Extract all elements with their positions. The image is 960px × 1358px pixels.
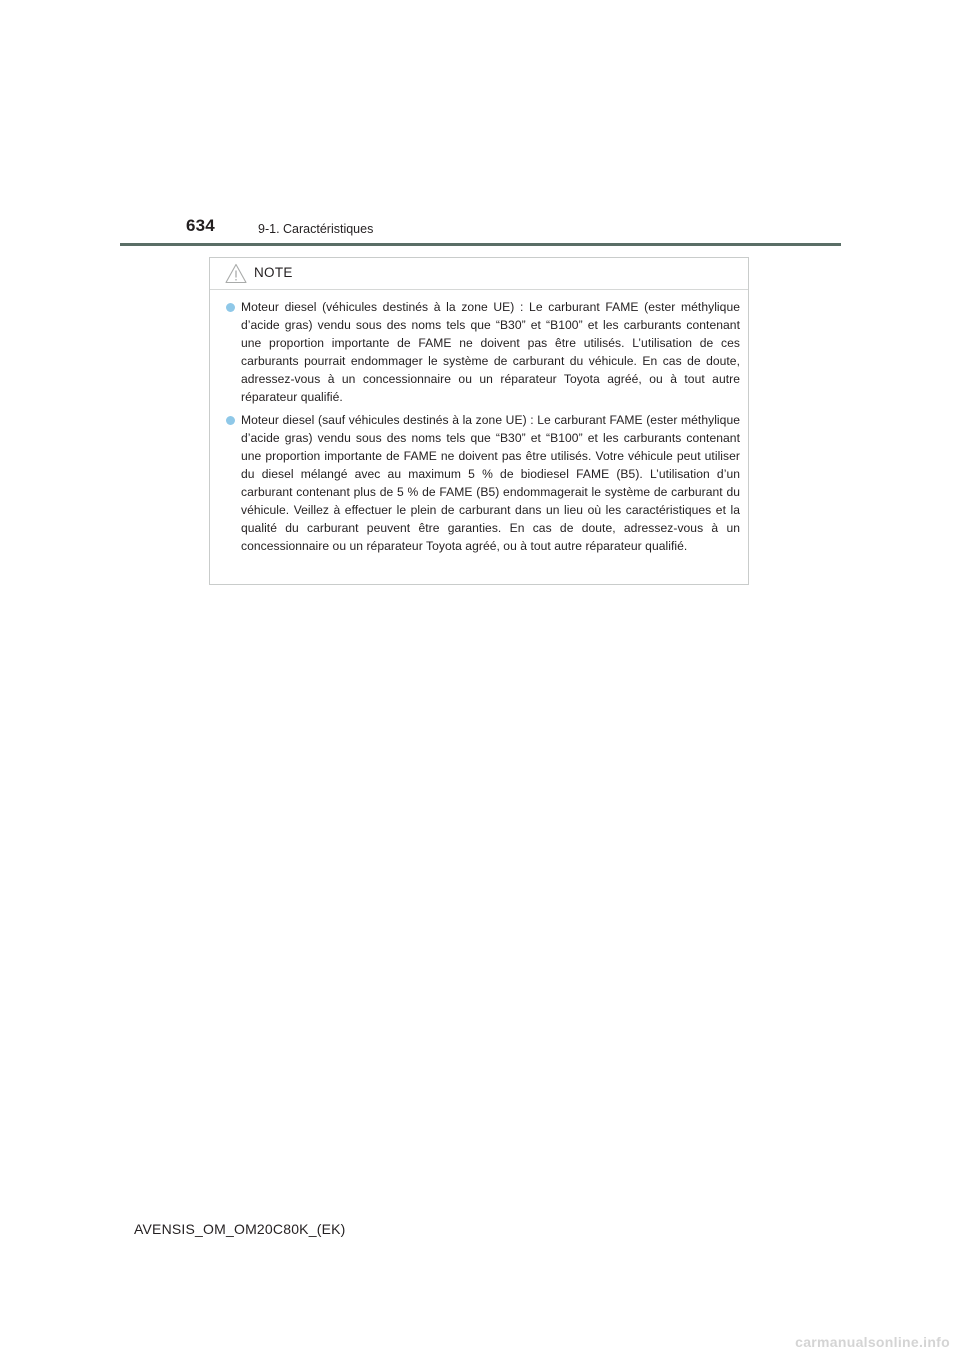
note-box — [209, 257, 749, 585]
section-title: 9-1. Caractéristiques — [258, 222, 374, 236]
note-list — [225, 298, 740, 559]
note-header — [225, 261, 293, 285]
header-divider — [120, 243, 841, 246]
note-item — [225, 411, 740, 556]
note-divider — [210, 289, 748, 290]
bullet-dot-icon — [226, 416, 235, 425]
watermark: carmanualsonline.info — [795, 1334, 950, 1350]
note-item-text: Moteur diesel (sauf véhicules destinés à la zone UE) : Le carburant FAME (ester méthylique d’acide gras) vendu sous des noms tels que “B30” et “B100” et les carburants contenant une proportion importante de FAME ne doivent pas être utilisés. Votre véhicule peut utiliser du diesel mélangé avec au maximum 5 % de biodiesel FAME (B5). L’utilisation d’un carburant contenant plus de 5 % de FAME (B5) endommagerait le système de carburant du véhicule. Veillez à effectuer le plein de carburant dans un lieu où les caractéristiques et la qualité du carburant peuvent être garanties. En cas de doute, adressez-vous à un concessionnaire ou un réparateur Toyota agréé, ou à tout autre réparateur qualifié. — [241, 412, 740, 554]
warning-triangle-icon — [225, 263, 247, 284]
note-item — [225, 298, 740, 407]
bullet-dot-icon — [226, 303, 235, 312]
note-item-text: Moteur diesel (véhicules destinés à la zone UE) : Le carburant FAME (ester méthylique d’acide gras) vendu sous des noms tels que “B30” et “B100” et les carburants contenant une proportion importante de FAME ne doivent pas être utilisés. L’utilisation de ces carburants pourrait endommager le système de carburant du véhicule. En cas de doute, adressez-vous à un concessionnaire ou un réparateur Toyota agréé, ou à tout autre réparateur qualifié. — [241, 300, 740, 405]
note-title: NOTE — [254, 264, 293, 280]
page-number: 634 — [186, 216, 215, 235]
document-code: AVENSIS_OM_OM20C80K_(EK) — [134, 1221, 346, 1237]
